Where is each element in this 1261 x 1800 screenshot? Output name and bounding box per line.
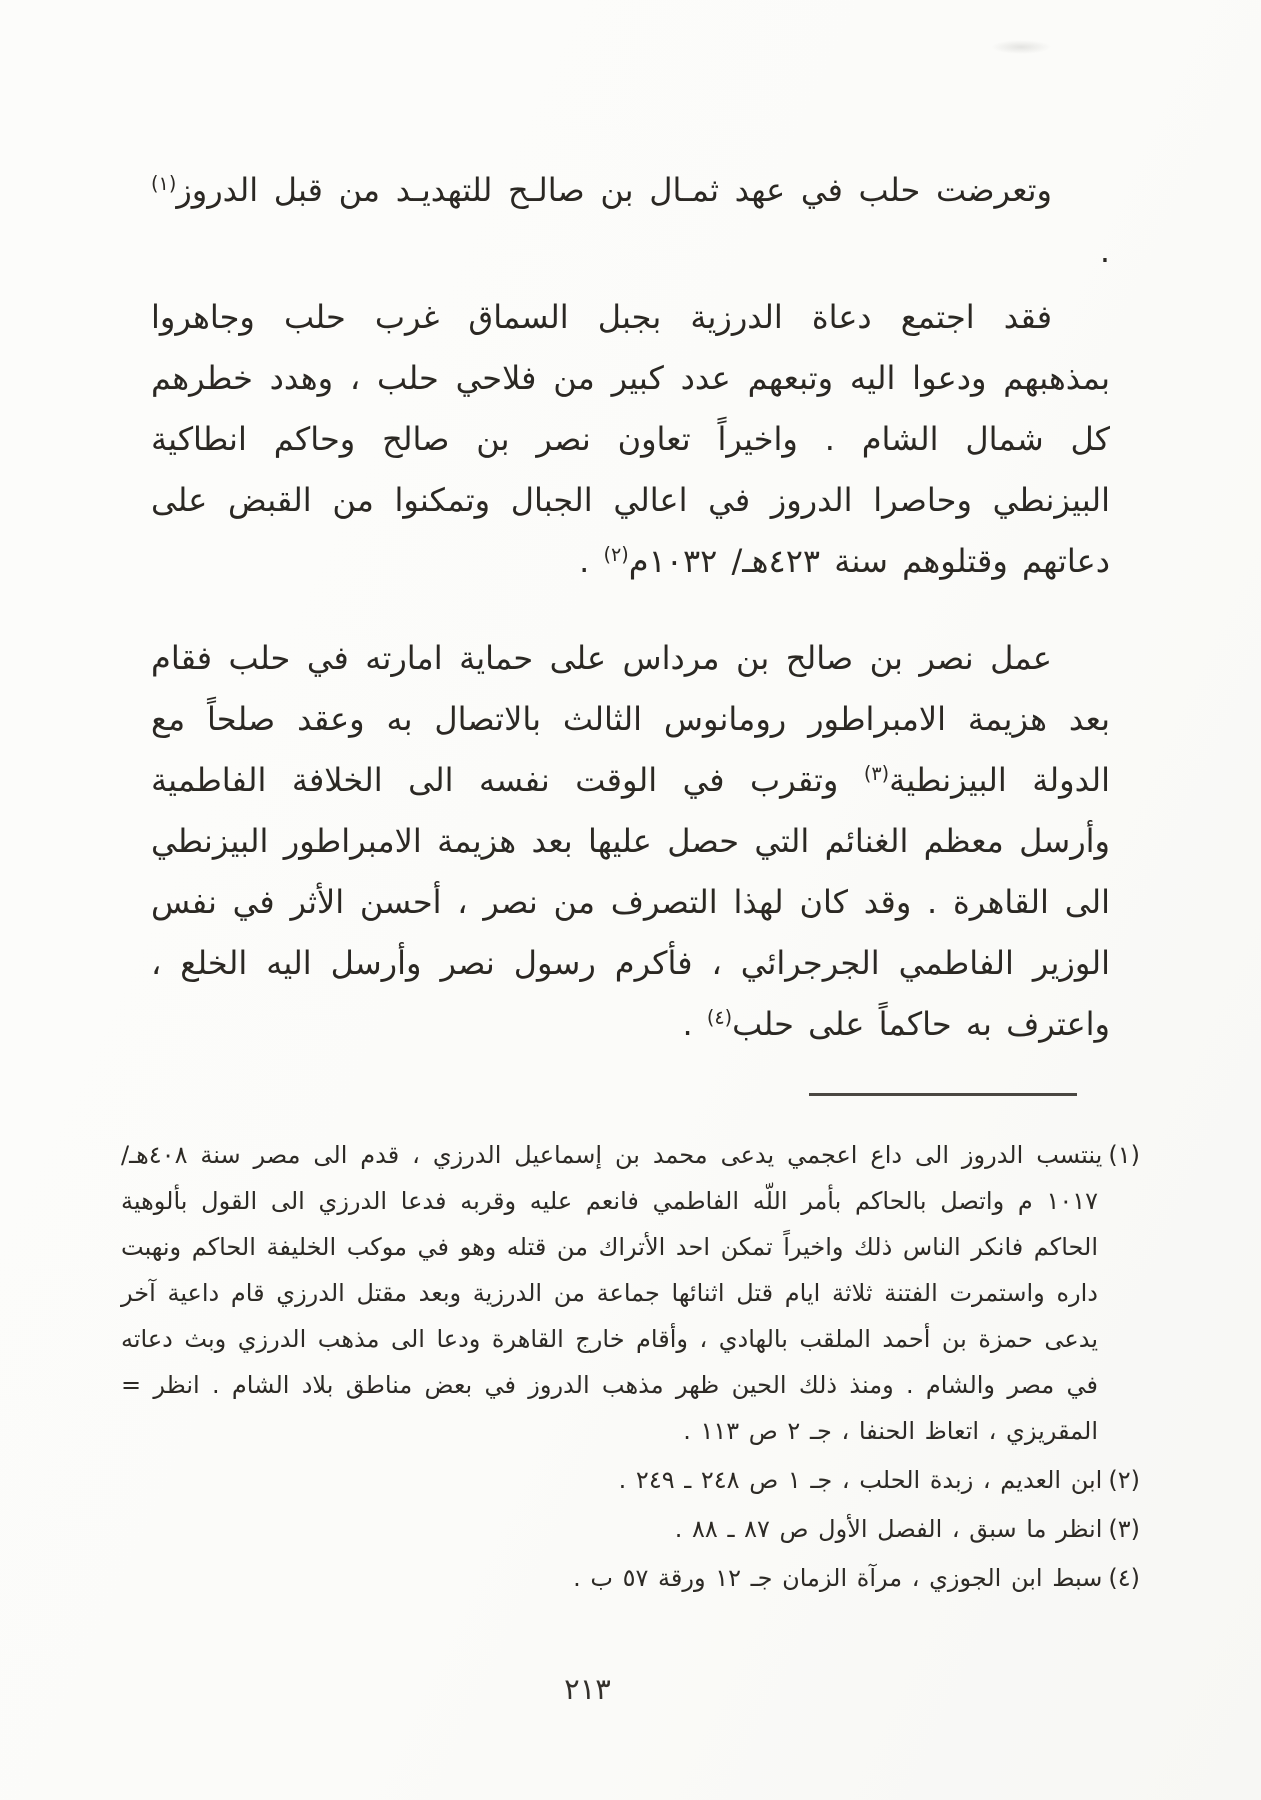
footnote-text: ينتسب الدروز الى داع اعجمي يدعى محمد بن إسماعيل الدرزي ، قدم الى مصر سنة ٤٠٨هـ/ ١٠١٧ م واتصل بالحاكم بأمر اللّه الفاطمي فانعم عليه وقربه فدعا الدرزي الى القول بألوهية الحاكم فانكر الناس ذلك واخيراً تمكن احد الأتراك من قتله وهو في موكب الخليفة الحاكم ونهبت داره واستمرت الفتنة ثلاثة ايام قتل اثنائها جماعة من الدرزية وبعد مقتل الدرزي قام داعية آخر يدعى حمزة بن أحمد الملقب بالهادي ، وأقام خارج القاهرة ودعا الى مذهب الدرزي وبث دعاته في مصر والشام . ومنذ ذلك الحين ظهر مذهب الدروز في بعض مناطق بلاد الشام . انظر = المقريزي ، اتعاظ الحنفا ، جـ ٢ ص ١١٣ . <box>121 1141 1103 1445</box>
paragraph-druze-threat <box>151 160 1110 282</box>
footnote-text: انظر ما سبق ، الفصل الأول ص ٨٧ ـ ٨٨ . <box>674 1515 1103 1543</box>
footnote-marker: (١) <box>1108 1141 1140 1169</box>
paragraph-druze-revolt <box>151 287 1110 592</box>
footnote-marker: (٢) <box>1108 1466 1140 1494</box>
footnote-reference: (٤) <box>706 1006 733 1030</box>
paragraph-text: وتعرضت حلب في عهد ثمـال بن صالـح للتهديـد من قبل الدروز <box>176 171 1052 209</box>
footnotes-block <box>121 1132 1140 1601</box>
footnote-item <box>121 1555 1140 1601</box>
footnote-reference: (٣) <box>863 762 890 786</box>
paragraph-text: فقد اجتمع دعاة الدرزية بجبل السماق غرب حلب وجاهروا بمذهبهم ودعوا اليه وتبعهم عدد كبير من فلاحي حلب ، وهدد خطرهم كل شمال الشام . واخيراً تعاون نصر بن صالح وحاكم انطاكية البيزنطي وحاصرا الدروز في اعالي الجبال وتمكنوا من القبض على دعاتهم وقتلوهم سنة ٤٢٣هـ/ ١٠٣٢م <box>151 298 1110 580</box>
paragraph-text: وتقرب في الوقت نفسه الى الخلافة الفاطمية وأرسل معظم الغنائم التي حصل عليها بعد هزيمة الامبراطور البيزنطي الى القاهرة . وقد كان لهذا التصرف من نصر ، أحسن الأثر في نفس الوزير الفاطمي الجرجرائي ، فأكرم رسول نصر وأرسل اليه الخلع ، واعترف به حاكماً على حلب <box>151 761 1110 1043</box>
footnote-item <box>121 1457 1140 1503</box>
paragraph-text: . <box>682 1005 707 1043</box>
footnote-text: ابن العديم ، زبدة الحلب ، جـ ١ ص ٢٤٨ ـ ٢٤٩ . <box>618 1466 1103 1494</box>
main-text-block <box>151 160 1110 1055</box>
footnote-separator <box>809 1093 1077 1096</box>
paragraph-text: . <box>1099 232 1110 270</box>
footnote-item <box>121 1132 1140 1454</box>
footnote-text: سبط ابن الجوزي ، مرآة الزمان جـ ١٢ ورقة ٥٧ ب . <box>573 1564 1103 1592</box>
footnote-reference: (١) <box>151 172 177 196</box>
paragraph-nasr-policy <box>151 628 1110 1055</box>
paragraph-text: عمل نصر بن صالح بن مرداس على حماية امارته في حلب فقام بعد هزيمة الامبراطور رومانوس الثالث بالاتصال به وعقد صلحاً مع الدولة البيزنطية <box>151 639 1111 799</box>
footnote-marker: (٤) <box>1108 1564 1140 1592</box>
paragraph-text: . <box>579 542 604 580</box>
footnote-marker: (٣) <box>1108 1515 1140 1543</box>
footnote-reference: (٢) <box>603 543 629 567</box>
footnote-item <box>121 1506 1140 1552</box>
scan-artifact <box>991 40 1051 54</box>
page-number: ٢١٣ <box>564 1672 611 1706</box>
